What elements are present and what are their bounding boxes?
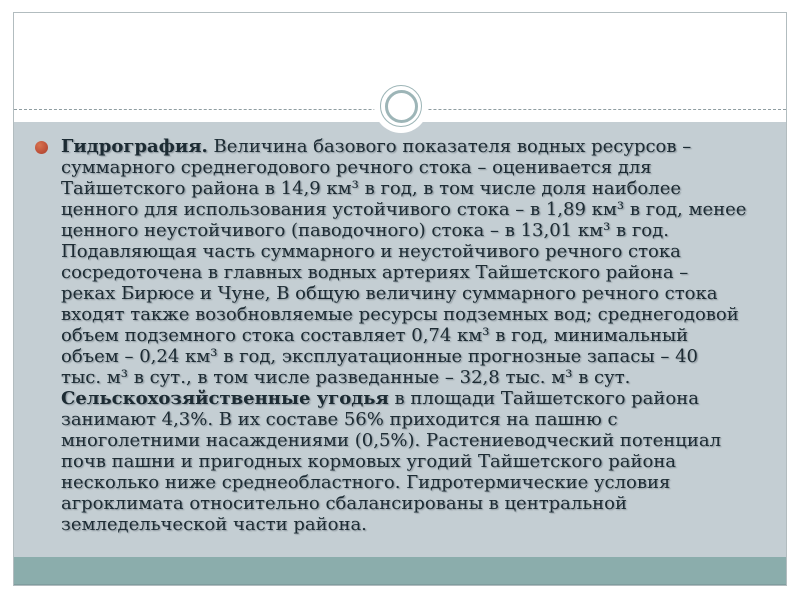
text-line: входят также возобновляемые ресурсы подземных вод; среднегодовой [61, 304, 739, 325]
text-line: Гидрография. Величина базового показателя водных ресурсов – [61, 136, 692, 157]
text-line: несколько ниже среднеобластного. Гидротермические условия [61, 472, 671, 493]
bullet-list [35, 136, 775, 535]
slide-frame [13, 12, 787, 586]
footer-bar [14, 557, 786, 585]
text-line: ценного для использования устойчивого стока – в 1,89 км³ в год, менее [61, 199, 747, 220]
bullet-icon [35, 141, 48, 154]
text-line: объем – 0,24 км³ в год, эксплуатационные прогнозные запасы – 40 [61, 346, 698, 367]
text-line: тыс. м³ в сут., в том числе разведанные – 32,8 тыс. м³ в сут. [61, 367, 631, 388]
circle-ornament-icon [380, 85, 422, 127]
text-line: Сельскохозяйственные угодья в площади Тайшетского района [61, 388, 699, 409]
text-line: реках Бирюсе и Чуне, В общую величину суммарного речного стока [61, 283, 718, 304]
text-line: Подавляющая часть суммарного и неустойчивого речного стока [61, 241, 681, 262]
text-line: занимают 4,3%. В их составе 56% приходится на пашню с [61, 409, 618, 430]
text-line: земледельческой части района. [61, 514, 367, 535]
circle-ornament-inner-ring [385, 90, 418, 123]
text-line: почв пашни и пригодных кормовых угодий Тайшетского района [61, 451, 677, 472]
bullet-item [35, 136, 775, 535]
text-line: суммарного среднегодового речного стока – оценивается для [61, 157, 652, 178]
text-line: объем подземного стока составляет 0,74 км³ в год, минимальный [61, 325, 689, 346]
text-line: ценного неустойчивого (паводочного) стока – в 13,01 км³ в год. [61, 220, 669, 241]
text-line: сосредоточена в главных водных артериях Тайшетского района – [61, 262, 689, 283]
text-line: Тайшетского района в 14,9 км³ в год, в том числе доля наиболее [61, 178, 681, 199]
text-line: агроклимата относительно сбалансированы в центральной [61, 493, 627, 514]
text-line: многолетними насаждениями (0,5%). Растениеводческий потенциал [61, 430, 721, 451]
